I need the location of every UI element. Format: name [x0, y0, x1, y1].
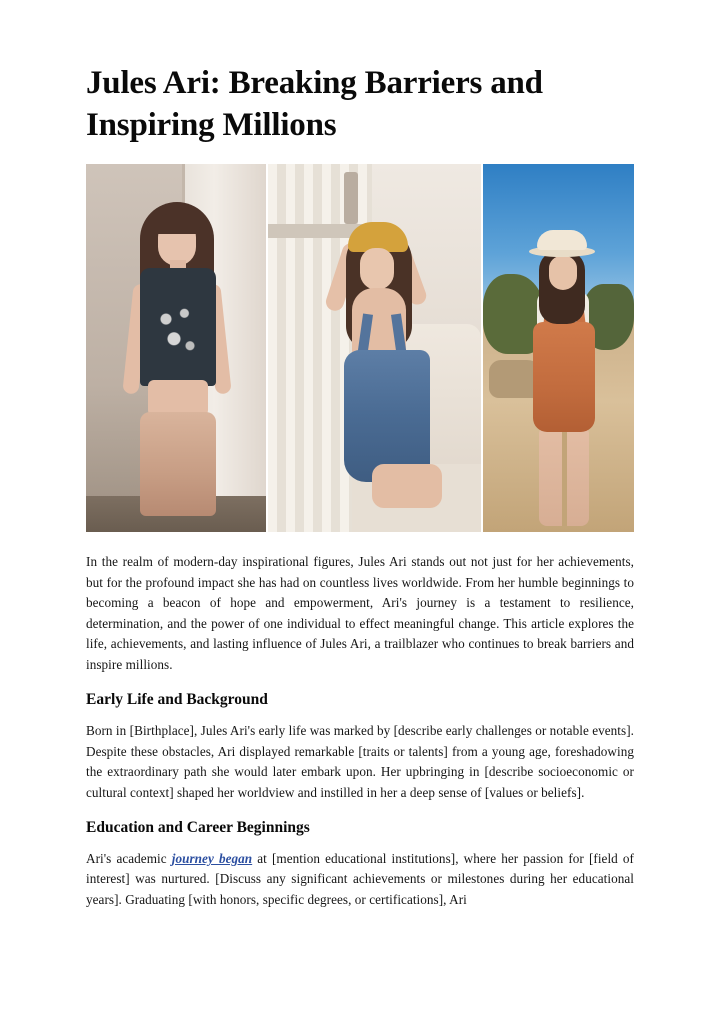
- education-text-after-link: at [mention educational institutions], where her passion for [field of interest] was nurtured. [Discuss any significant achievements or milestones during her educational years]. Graduating [with honors, specific degrees, or certifications], Ari: [86, 851, 634, 907]
- education-text-before-link: Ari's academic: [86, 851, 172, 866]
- photo2-legs: [372, 464, 442, 508]
- photo2-face: [360, 248, 394, 290]
- photo3-overalls: [533, 322, 595, 432]
- collage-photo-3: [483, 164, 634, 532]
- intro-paragraph: In the realm of modern-day inspirational figures, Jules Ari stands out not just for her achievements, but for the profound impact she has had on countless lives worldwide. From her humble beginnings to becoming a beacon of hope and empowerment, Ari's journey is a testament to resilience, determination, and the power of one individual to effect meaningful change. This article explores the life, achievements, and lasting influence of Jules Ari, a trailblazer who continues to break barriers and inspire millions.: [86, 554, 634, 672]
- photo1-bangs: [154, 214, 200, 234]
- photo3-bucket-hat: [537, 230, 587, 250]
- photo3-face: [549, 256, 577, 290]
- section-paragraph-early-life: Born in [Birthplace], Jules Ari's early life was marked by [describe early challenges or notable events]. Despite these obstacles, Ari displayed remarkable [traits or talents] from a young age, foreshadowing the extraordinary path she would later embark upon. Her upbringing in [describe socioeconomic or cultural context] shaped her worldview and instilled in her a deep sense of [values or beliefs].: [86, 723, 634, 800]
- collage-photo-2: [268, 164, 481, 532]
- photo1-pants: [140, 412, 216, 516]
- photo1-midriff: [148, 380, 208, 416]
- photo-collage: [86, 164, 634, 532]
- photo1-shirt-print: [158, 304, 198, 362]
- section-heading-early-life: Early Life and Background: [86, 691, 268, 709]
- section-paragraph-education: [86, 849, 634, 910]
- collage-photo-1: [86, 164, 266, 532]
- journey-began-link[interactable]: journey began: [171, 851, 253, 866]
- page-title: Jules Ari: Breaking Barriers and Inspiring Millions: [86, 65, 543, 144]
- photo3-leg-gap: [562, 430, 567, 526]
- photo2-curtain-rod: [344, 172, 358, 224]
- section-heading-education: Education and Career Beginnings: [86, 819, 310, 836]
- photo2-denim-dress: [344, 350, 430, 482]
